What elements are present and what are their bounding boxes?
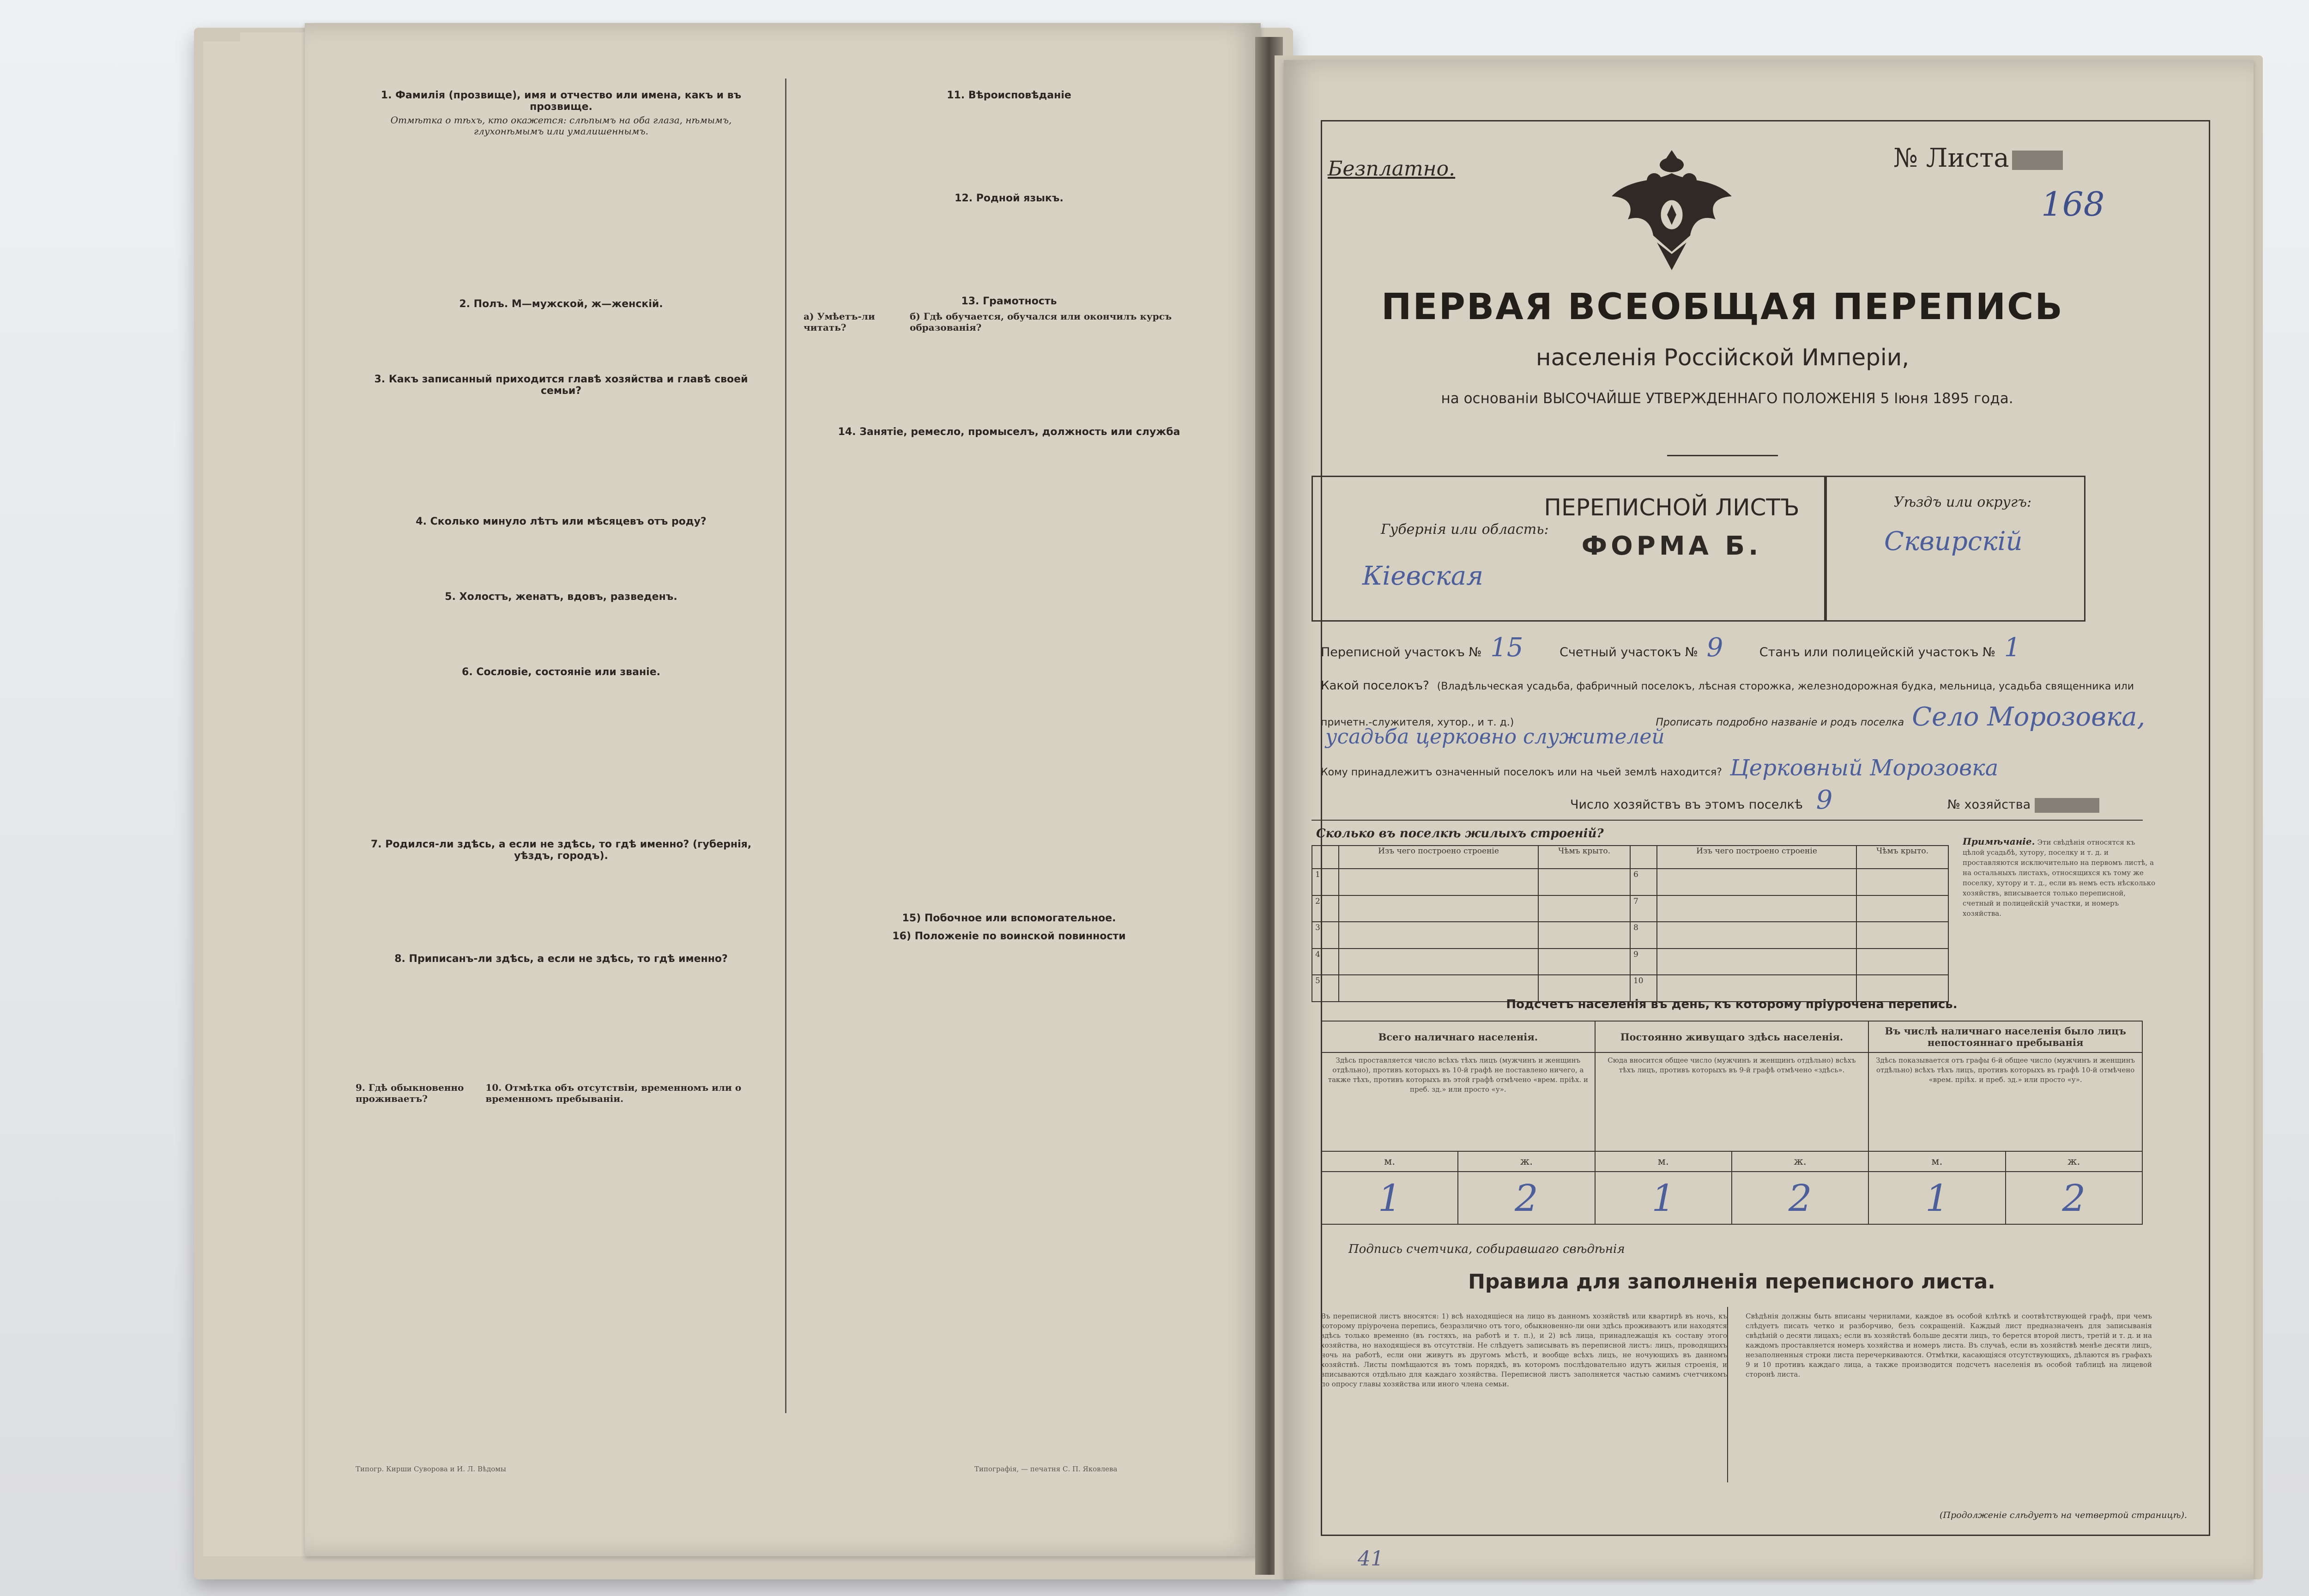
section-14-body-b [804,597,1215,749]
settlement-description-3: Прописать подробно названіе и родъ поселка [1656,717,1904,728]
imperial-eagle-emblem-icon [1602,141,1741,279]
group-total-present: Всего наличнаго населенія. [1321,1021,1595,1052]
table-row: 4 9 [1312,949,1948,975]
section-9-title: 9. Гдѣ обыкновенно проживаетъ? [356,1082,464,1104]
section-3-title: 3. Какъ записанный приходится главѣ хозяйства и главѣ своей семьи? [374,374,748,397]
female-label: ж. [1732,1151,1868,1172]
table-row: 3 8 [1312,922,1948,949]
section-4-body [356,529,767,585]
section-1-subtitle: Отмѣтка о тѣхъ, кто окажется: слѣпымъ на оба глаза, нѣмымъ, глухонѣмымъ или умалишеннымъ. [390,115,732,137]
female-label: ж. [1458,1151,1595,1172]
section-3-body [356,399,767,509]
households-label: Число хозяйствъ въ этомъ поселкѣ [1570,798,1803,812]
section-13-body [804,337,1215,420]
section-13b-title: б) Гдѣ обучается, обучался или окончилъ курсъ образованія? [910,311,1172,333]
form-variant: ФОРМА Б. [1581,531,1762,561]
population-desc-row [1321,1052,2142,1151]
section-13-subheads [804,311,1215,333]
settlement-description-2: причетн.-служителя, хутор., и т. д.) [1321,717,1514,728]
left-page-instructions [305,23,1261,1556]
section-10-title: 10. Отмѣтка объ отсутствіи, временномъ или о временномъ пребываніи. [485,1082,742,1104]
buildings-head-roof-left: Чѣмъ крыто. [1538,846,1630,869]
buildings-header-row [1312,846,1948,869]
section-14-body-a [804,440,1215,592]
sheet-number-handwritten: 168 [2041,185,2105,224]
census-form-page [1284,60,2254,1579]
household-number-label: № хозяйства [1947,798,2031,812]
uezd-label: Уѣздъ или округъ: [1893,494,2032,510]
section-1-title: 1. Фамилія (прозвище), имя и отчество или имена, какъ и въ прозвище. [381,90,742,113]
settlement-line-3 [1321,725,1669,749]
buildings-head-roof-right: Чѣмъ крыто. [1856,846,1948,869]
page-number-handwritten: 41 [1358,1547,1384,1571]
rules-text-left: Въ переписной листъ вносятся: 1) всѣ находящіеся на лицо въ данномъ хозяйствѣ или квартирѣ въ ночь, къ которому пріурочена перепись, безразлично отъ того, обыкновенно-ли они здѣсь проживаютъ или находятся здѣсь только временно (въ гостяхъ, на работѣ и т. п.), и 2) всѣ лица, принадлежащія къ составу этого хозяйства, но находящіеся въ отсутствіи. Не слѣдуетъ записывать въ переписной листъ: лицъ, проводящихъ ночь на работѣ, если они живутъ въ другомъ мѣстѣ, и вообще всѣхъ лицъ, не ночующихъ въ данномъ хозяйствѣ. Листы помѣщаются въ томъ порядкѣ, въ которомъ послѣдовательно идутъ жилыя строенія, и вписываются отдѣльно для каждаго хозяйства. Переписной листъ заполняется частью самимъ счетчикомъ по опросу главы хозяйства или иного члена семьи. [1321,1312,1727,1388]
census-district-label: Переписной участокъ № [1321,645,1482,659]
owner-label: Кому принадлежитъ означенный поселокъ или на чьей землѣ находится? [1321,767,1722,778]
section-16-body [804,944,1215,1096]
section-13a-title: а) Умѣетъ-ли читать? [804,311,875,333]
settlement-value-handwritten: Село Морозовка, [1912,702,2146,732]
settlement-label: Какой поселокъ? [1321,679,1429,693]
rules-text-right: Свѣдѣнія должны быть вписаны чернилами, каждое въ особой клѣткѣ и соотвѣтствующей графѣ, при чемъ слѣдуетъ писать четко и разборчиво, безъ сокращеній. Каждый лист предназначенъ для записыванія свѣдѣній о десяти лицахъ; если въ хозяйствѣ больше десяти лицъ, то берется второй листъ, третій и т. д. и на каждомъ проставляется номеръ хозяйства и номеръ листа. Въ случаѣ, если въ хозяйствѣ менѣе десяти лицъ, незаполненныя строки листа перечеркиваются. Отмѣтки, касающіяся отсутствующихъ, дѣлаются въ графахъ 9 и 10 противъ каждаго лица, а также производится подсчетъ населенія въ особой таблицѣ на лицевой сторонѣ листа. [1746,1312,2152,1378]
section-6-title: 6. Сословіе, состояніе или званіе. [462,666,660,678]
sheet-number [1893,143,2063,173]
gubernia-label: Губернія или область: [1381,521,1549,538]
temporary-female: 2 [2062,1176,2086,1220]
temporary-male: 1 [1925,1176,1949,1220]
owner-value-handwritten: Церковный Морозовка [1729,755,1999,781]
form-title: ПЕРЕПИСНОЙ ЛИСТЪ [1544,494,1800,521]
section-11-title: 11. Вѣроисповѣданіе [947,90,1071,101]
section-14-title: 14. Занятіе, ремесло, промыселъ, должность или служба [838,426,1180,438]
sheet-number-label: № Листа [1893,143,2009,173]
owner-line [1321,755,2003,781]
female-label: ж. [2006,1151,2142,1172]
rules-title: Правила для заполненія переписного листа. [1468,1270,1995,1294]
buildings-head-material-right: Изъ чего построено строеніе [1657,846,1856,869]
section-13-title: 13. Грамотность [961,296,1057,307]
stan-value: 1 [2004,633,2021,663]
households-value: 9 [1816,785,1833,815]
census-main-title: ПЕРВАЯ ВСЕОБЩАЯ ПЕРЕПИСЬ [1381,286,2064,328]
settlement-value-2-handwritten: усадьба церковно служителей [1325,725,1665,749]
census-subtitle: населенія Россійской Имперіи, [1535,344,1910,371]
population-group-row [1321,1021,2142,1052]
section-2-body [356,312,767,367]
male-label: м. [1595,1151,1732,1172]
district-line [1321,633,2025,663]
permanent-male: 1 [1651,1176,1675,1220]
section-14-body-c [804,754,1215,906]
total-present-female: 2 [1515,1176,1538,1220]
group-temporary-residents: Въ числѣ наличнаго населенія было лицъ непостояннаго пребыванія [1868,1021,2142,1052]
buildings-title: Сколько въ поселкѣ жилыхъ строеній? [1316,827,1604,840]
title-divider [1667,455,1778,456]
continued-note: (Продолженіе слѣдуетъ на четвертой страницѣ). [1940,1510,2187,1520]
section-11-body [804,103,1215,186]
buildings-head-material-left: Изъ чего построено строеніе [1339,846,1538,869]
section-12-title: 12. Родной языкъ. [955,193,1064,204]
section-9-body [356,1108,767,1260]
section-8-title: 8. Приписанъ-ли здѣсь, а если не здѣсь, то гдѣ именно? [394,953,728,965]
settlement-line [1321,679,2134,693]
group-permanent-residents: Постоянно живущаго здѣсь населенія. [1595,1021,1869,1052]
permanent-female: 2 [1788,1176,1812,1220]
population-count-table [1321,1021,2143,1224]
section-16-title: 16) Положеніе по воинской повинности [892,931,1126,942]
table-row: 1 6 [1312,869,1948,895]
buildings-table [1312,845,1949,1002]
section-7-title: 7. Родился-ли здѣсь, а если не здѣсь, то гдѣ именно? (губернія, уѣздъ, городъ). [370,839,752,862]
instructions-column-1 [356,83,767,1422]
buildings-note [1963,836,2157,1002]
redacted-household-number [2035,798,2099,813]
instructions-column-2 [804,83,1215,1422]
section-7-body [356,864,767,947]
section-8-body [356,967,767,1077]
section-5-title: 5. Холостъ, женатъ, вдовъ, разведенъ. [445,591,677,603]
table-row: 5 10 [1312,975,1948,1002]
census-legal-basis: на основаніи ВЫСОЧАЙШЕ УТВЕРЖДЕННАГО ПОЛОЖЕНІЯ 5 Іюня 1895 года. [1441,390,2013,407]
section-12-body [804,206,1215,289]
counting-district-label: Счетный участокъ № [1559,645,1698,659]
enumerator-signature-line: Подпись счетчика, собиравшаго свѣдѣнія [1348,1242,1625,1256]
printer-mark-right: Типографія, — печатня С. П. Яковлева [974,1465,1118,1473]
section-6-body [356,680,767,832]
section-1-body [356,139,767,292]
male-label: м. [1321,1151,1458,1172]
section-rule [1312,820,2143,821]
settlement-description: (Владѣльческая усадьба, фабричный поселокъ, лѣсная сторожка, железнодорожная будка, мельница, усадьба священника или [1437,681,2134,692]
census-district-value: 15 [1490,633,1523,663]
population-values-row [1321,1172,2142,1224]
stan-label: Станъ или полицейскій участокъ № [1759,645,1996,659]
sex-header-row [1321,1151,2142,1172]
desc-total-present: Здѣсь проставляется число всѣхъ тѣхъ лицъ (мужчинъ и женщинъ отдѣльно), противъ которыхъ въ 10-й графѣ не поставлено ничего, а также тѣхъ, противъ которыхъ въ этой графѣ отмѣчено «врем. пріѣх. и преб. зд.» или просто «у». [1321,1052,1595,1151]
printer-mark-left: Типогр. Кирши Суворова и И. Л. Вѣдомы [356,1465,506,1473]
redacted-sheet-number [2012,151,2063,170]
note-body: Эти свѣдѣнія относятся къ цѣлой усадьбѣ, хутору, поселку и т. д. и проставляются исключительно на первомъ листѣ, а на остальныхъ листахъ, относящихся къ тому же поселку, хутору и т. д., если въ немъ есть нѣсколько хозяйствъ, вписывается только переписной, счетный и полицейскій участки, и номеръ хозяйства. [1963,838,2156,918]
column-divider [785,79,786,1413]
section-9-10-heads [356,1082,767,1104]
rules-divider [1727,1307,1728,1482]
male-label: м. [1868,1151,2005,1172]
population-count-title: Подсчетъ населенія въ день, къ которому пріурочена перепись. [1506,998,1958,1011]
section-2-title: 2. Полъ. М—мужской, ж—женскій. [459,298,663,310]
free-of-charge-label: Безплатно. [1328,157,1456,181]
table-row: 2 7 [1312,895,1948,922]
counting-district-value: 9 [1706,633,1723,663]
desc-temporary-residents: Здѣсь показывается отъ графы 6-й общее число (мужчинъ и женщинъ отдѣльно) всѣхъ тѣхъ лицъ, противъ которыхъ въ графѣ 10-й отмѣчено «врем. пріѣх. и преб. зд.» или просто «у». [1868,1052,2142,1151]
section-5-body [356,605,767,660]
households-line [1570,785,2099,815]
section-4-title: 4. Сколько минуло лѣтъ или мѣсяцевъ отъ роду? [416,516,707,527]
gubernia-value-handwritten: Кіевская [1362,561,1484,591]
desc-permanent-residents: Сюда вносится общее число (мужчинъ и женщинъ отдѣльно) всѣхъ тѣхъ лицъ, противъ которыхъ въ 9-й графѣ отмѣчено «здѣсь». [1595,1052,1869,1151]
total-present-male: 1 [1378,1176,1402,1220]
section-15-title: 15) Побочное или вспомогательное. [902,913,1116,924]
uezd-value-handwritten: Сквирскій [1884,526,2023,556]
note-heading: Примѣчаніе. [1963,836,2035,847]
